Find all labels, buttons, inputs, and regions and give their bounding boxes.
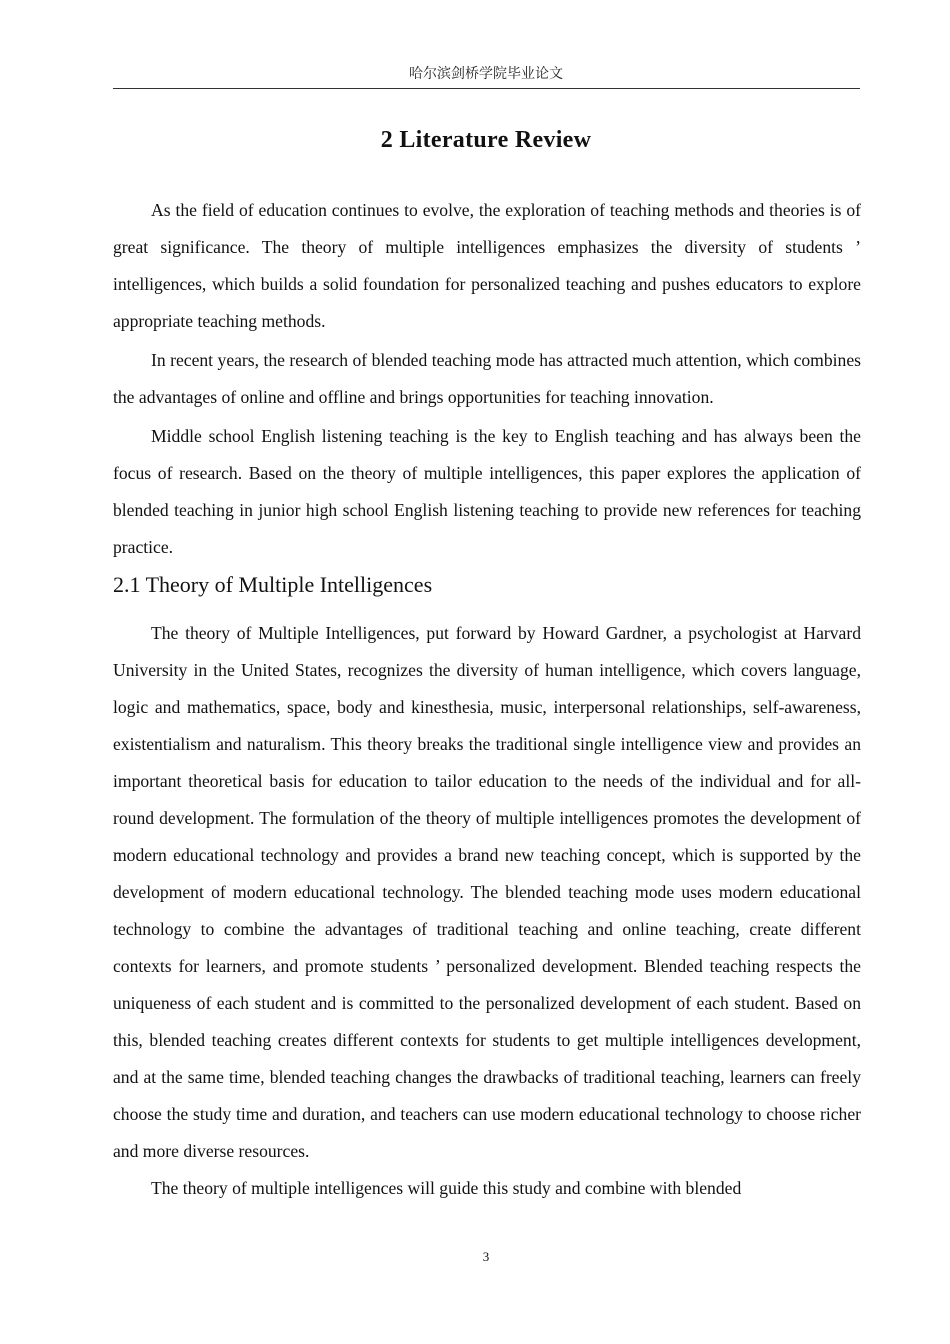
paragraph: As the field of education continues to evolve, the exploration of teaching methods and theories is of great significance. The theory of multiple intelligences emphasizes the diversity of students ’ intelligences, which builds a solid foundation for personalized teaching and pushes educators to explore appropriate teaching methods.	[113, 200, 861, 331]
section-body	[113, 615, 861, 1207]
paragraph: Middle school English listening teaching is the key to English teaching and has always been the focus of research. Based on the theory of multiple intelligences, this paper explores the application of blended teaching in junior high school English listening teaching to provide new references for teaching practice.	[113, 426, 861, 557]
page-number: 3	[482, 1249, 490, 1264]
paragraph: In recent years, the research of blended teaching mode has attracted much attention, which combines the advantages of online and offline and brings opportunities for teaching innovation.	[113, 350, 861, 407]
paragraph: The theory of Multiple Intelligences, put forward by Howard Gardner, a psychologist at Harvard University in the United States, recognizes the diversity of human intelligence, which covers language, logic and mathematics, space, body and kinesthesia, music, interpersonal relationships, self-awareness, existentialism and naturalism. This theory breaks the traditional single intelligence view and provides an important theoretical basis for education to tailor education to the needs of the individual and for all-round development. The formulation of the theory of multiple intelligences promotes the development of modern educational technology and provides a brand new teaching concept, which is supported by the development of modern educational technology. The blended teaching mode uses modern educational technology to combine the advantages of traditional teaching and online teaching, create different contexts for learners, and promote students ’ personalized development. Blended teaching respects the uniqueness of each student and is committed to the personalized development of each student. Based on this, blended teaching creates different contexts for students to get multiple intelligences development, and at the same time, blended teaching changes the drawbacks of traditional teaching, learners can freely choose the study time and duration, and teachers can use modern educational technology to choose richer and more diverse resources.	[113, 623, 861, 1161]
running-header: 哈尔滨剑桥学院毕业论文	[409, 66, 563, 82]
header-divider	[113, 88, 860, 89]
chapter-intro	[113, 192, 861, 566]
section-heading: 2.1 Theory of Multiple Intelligences	[113, 572, 433, 597]
paragraph: The theory of multiple intelligences will guide this study and combine with blended	[151, 1178, 742, 1198]
chapter-title: 2 Literature Review	[380, 127, 592, 153]
